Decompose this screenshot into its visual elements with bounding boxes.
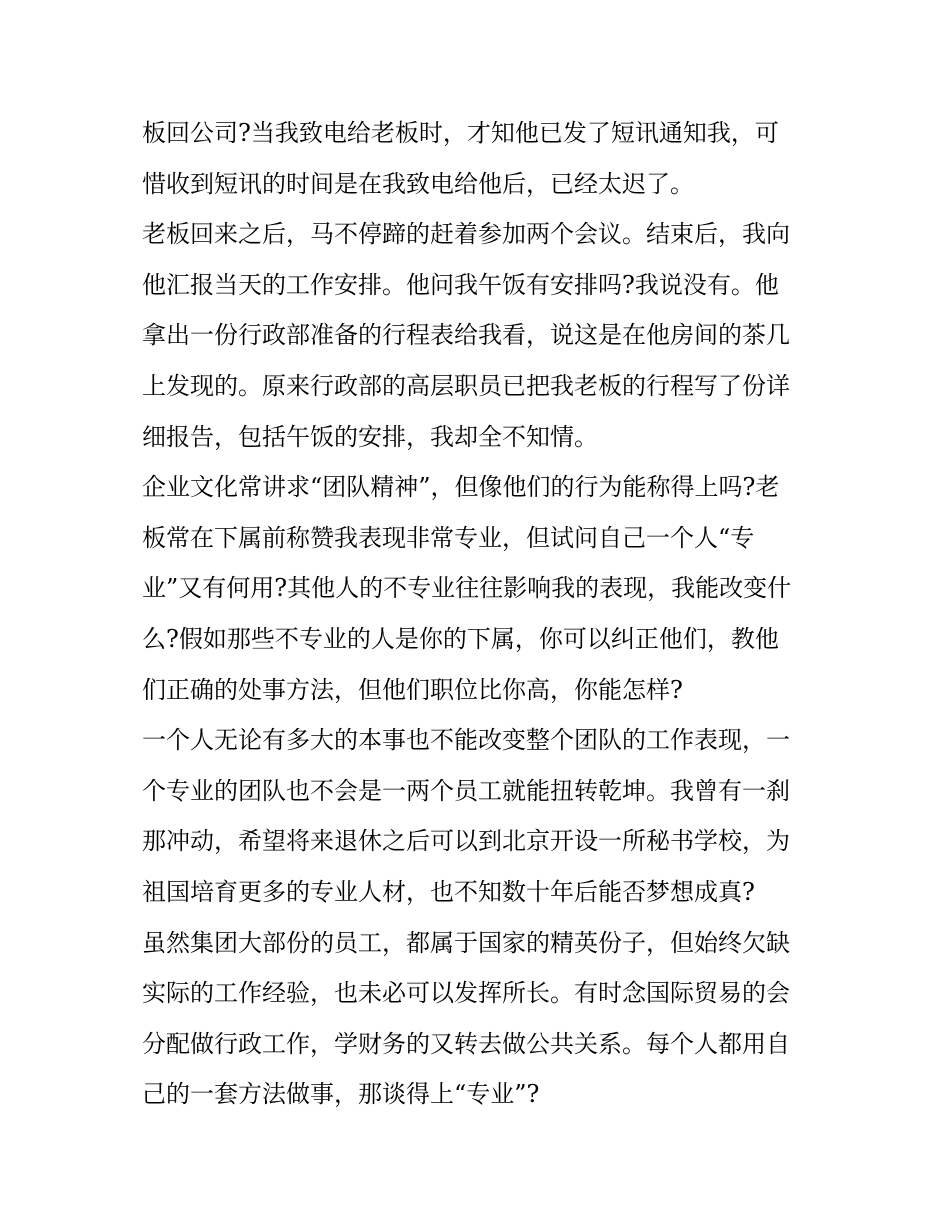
text-line: 企业文化常讲求“团队精神”，但像他们的行为能称得上吗?老: [142, 473, 780, 502]
text-line: 拿出一份行政部准备的行程表给我看，说这是在他房间的茶几: [142, 321, 790, 350]
text-line: 们正确的处事方法，但他们职位比你高，你能怎样?: [142, 675, 683, 704]
text-line: 板常在下属前称赞我表现非常专业，但试问自己一个人“专: [142, 523, 755, 552]
text-line: 细报告，包括午饭的安排，我却全不知情。: [142, 422, 598, 451]
text-line: 己的一套方法做事，那谈得上“专业”?: [142, 1080, 540, 1109]
text-line: 惜收到短讯的时间是在我致电给他后，已经太迟了。: [142, 169, 694, 198]
text-line: 板回公司?当我致电给老板时，才知他已发了短讯通知我，可: [142, 119, 779, 147]
text-line: 虽然集团大部份的员工，都属于国家的精英份子，但始终欠缺: [142, 928, 790, 957]
text-line: 一个人无论有多大的本事也不能改变整个团队的工作表现，一: [142, 726, 790, 755]
text-line: 实际的工作经验，也未必可以发挥所长。有时念国际贸易的会: [142, 979, 790, 1008]
text-line: 他汇报当天的工作安排。他问我午饭有安排吗?我说没有。他: [142, 270, 779, 299]
text-line: 老板回来之后，马不停蹄的赶着参加两个会议。结束后，我向: [142, 220, 790, 249]
text-line: 业”又有何用?其他人的不专业往往影响我的表现，我能改变什: [142, 574, 792, 603]
text-line: 上发现的。原来行政部的高层职员已把我老板的行程写了份详: [142, 371, 790, 400]
text-line: 祖国培育更多的专业人材，也不知数十年后能否梦想成真?: [142, 877, 755, 906]
text-line: 个专业的团队也不会是一两个员工就能扭转乾坤。我曾有一刹: [142, 776, 790, 805]
body-text: [142, 108, 814, 1120]
text-line: 那冲动，希望将来退休之后可以到北京开设一所秘书学校，为: [142, 827, 790, 856]
text-line: 分配做行政工作，学财务的又转去做公共关系。每个人都用自: [142, 1029, 790, 1058]
text-line: 么?假如那些不专业的人是你的下属，你可以纠正他们，教他: [142, 624, 779, 653]
